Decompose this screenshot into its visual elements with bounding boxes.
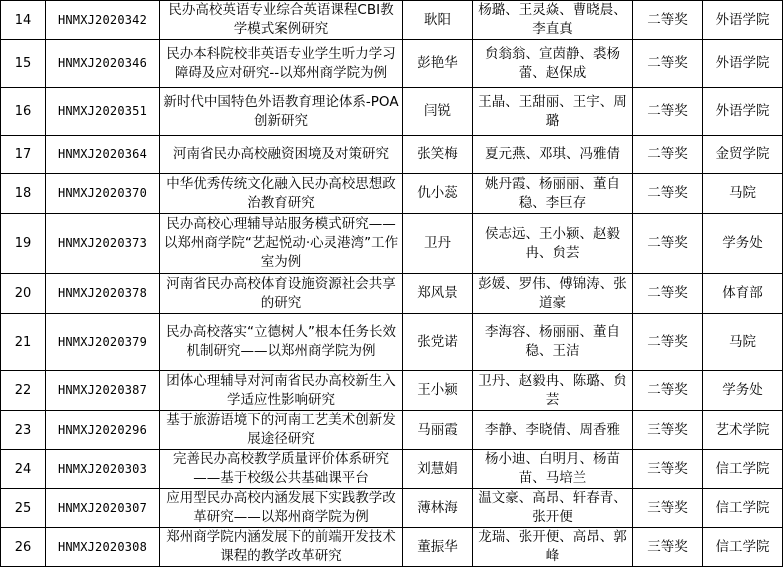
project-members: 李海容、杨丽丽、董自稳、王洁: [473, 314, 633, 371]
project-members: 彭媛、罗伟、傅锦涛、张道豪: [473, 274, 633, 314]
project-code: HNMXJ2020308: [46, 528, 160, 567]
project-leader: 仇小蕊: [403, 174, 473, 214]
row-number: 21: [1, 314, 46, 371]
table-row: [1, 214, 783, 274]
project-title: 河南省民办高校体育设施资源社会共享的研究: [160, 274, 403, 314]
project-code: HNMXJ2020342: [46, 1, 160, 40]
department: 艺术学院: [703, 411, 783, 450]
project-leader: 卫丹: [403, 214, 473, 274]
project-code: HNMXJ2020351: [46, 88, 160, 136]
project-leader: 马丽霞: [403, 411, 473, 450]
project-title: 民办高校落实“立德树人”根本任务长效机制研究——以郑州商学院为例: [160, 314, 403, 371]
row-number: 24: [1, 450, 46, 489]
department: 金贸学院: [703, 136, 783, 174]
table-row: [1, 528, 783, 567]
project-leader: 刘慧娟: [403, 450, 473, 489]
project-code: HNMXJ2020373: [46, 214, 160, 274]
department: 外语学院: [703, 40, 783, 88]
award-level: 二等奖: [633, 314, 703, 371]
award-level: 二等奖: [633, 40, 703, 88]
project-title: 民办高校心理辅导站服务模式研究——以郑州商学院“艺起悦动·心灵港湾”工作室为例: [160, 214, 403, 274]
award-level: 二等奖: [633, 214, 703, 274]
project-title: 郑州商学院内涵发展下的前端开发技术课程的教学改革研究: [160, 528, 403, 567]
table-row: [1, 371, 783, 411]
award-level: 三等奖: [633, 489, 703, 528]
table-row: [1, 40, 783, 88]
award-level: 二等奖: [633, 136, 703, 174]
row-number: 23: [1, 411, 46, 450]
row-number: 15: [1, 40, 46, 88]
department: 学务处: [703, 214, 783, 274]
project-leader: 董振华: [403, 528, 473, 567]
project-title: 民办本科院校非英语专业学生听力学习障碍及应对研究--以郑州商学院为例: [160, 40, 403, 88]
project-members: 贠翁翁、宣茵静、裘杨蕾、赵保成: [473, 40, 633, 88]
project-code: HNMXJ2020378: [46, 274, 160, 314]
project-leader: 彭艳华: [403, 40, 473, 88]
department: 信工学院: [703, 528, 783, 567]
project-code: HNMXJ2020307: [46, 489, 160, 528]
department: 马院: [703, 174, 783, 214]
row-number: 25: [1, 489, 46, 528]
award-level: 二等奖: [633, 274, 703, 314]
department: 外语学院: [703, 88, 783, 136]
project-members: 侯志远、王小颍、赵毅冉、贠芸: [473, 214, 633, 274]
project-members: 李静、李晓倩、周香雅: [473, 411, 633, 450]
project-code: HNMXJ2020303: [46, 450, 160, 489]
project-title: 河南省民办高校融资困境及对策研究: [160, 136, 403, 174]
table-row: [1, 274, 783, 314]
row-number: 20: [1, 274, 46, 314]
project-title: 基于旅游语境下的河南工艺美术创新发展途径研究: [160, 411, 403, 450]
table-row: [1, 489, 783, 528]
row-number: 26: [1, 528, 46, 567]
project-code: HNMXJ2020379: [46, 314, 160, 371]
table-row: [1, 88, 783, 136]
row-number: 18: [1, 174, 46, 214]
table-row: [1, 136, 783, 174]
project-title: 新时代中国特色外语教育理论体系-POA创新研究: [160, 88, 403, 136]
row-number: 17: [1, 136, 46, 174]
table-row: [1, 174, 783, 214]
project-title: 民办高校英语专业综合英语课程CBI教学模式案例研究: [160, 1, 403, 40]
project-members: 姚丹霞、杨丽丽、董自稳、李巨存: [473, 174, 633, 214]
project-code: HNMXJ2020387: [46, 371, 160, 411]
row-number: 16: [1, 88, 46, 136]
department: 外语学院: [703, 1, 783, 40]
department: 体育部: [703, 274, 783, 314]
project-leader: 张党诺: [403, 314, 473, 371]
row-number: 19: [1, 214, 46, 274]
project-members: 杨璐、王灵焱、曹晓晨、李直真: [473, 1, 633, 40]
row-number: 22: [1, 371, 46, 411]
award-level: 二等奖: [633, 371, 703, 411]
award-level: 三等奖: [633, 450, 703, 489]
award-level: 二等奖: [633, 174, 703, 214]
project-leader: 王小颍: [403, 371, 473, 411]
project-leader: 薄林海: [403, 489, 473, 528]
table-row: [1, 411, 783, 450]
award-level: 二等奖: [633, 88, 703, 136]
project-title: 团体心理辅导对河南省民办高校新生入学适应性影响研究: [160, 371, 403, 411]
project-members: 杨小迪、白明月、杨苗苗、马培兰: [473, 450, 633, 489]
table-row: [1, 314, 783, 371]
award-level: 二等奖: [633, 1, 703, 40]
row-number: 14: [1, 1, 46, 40]
project-members: 卫丹、赵毅冉、陈璐、贠芸: [473, 371, 633, 411]
project-code: HNMXJ2020370: [46, 174, 160, 214]
project-leader: 张笑梅: [403, 136, 473, 174]
project-title: 应用型民办高校内涵发展下实践教学改革研究——以郑州商学院为例: [160, 489, 403, 528]
award-level: 三等奖: [633, 411, 703, 450]
table-row: [1, 450, 783, 489]
award-level: 三等奖: [633, 528, 703, 567]
project-code: HNMXJ2020364: [46, 136, 160, 174]
table-row: [1, 1, 783, 40]
department: 信工学院: [703, 450, 783, 489]
project-code: HNMXJ2020296: [46, 411, 160, 450]
project-title: 中华优秀传统文化融入民办高校思想政治教育研究: [160, 174, 403, 214]
project-members: 王晶、王甜丽、王宇、周璐: [473, 88, 633, 136]
project-leader: 闫锐: [403, 88, 473, 136]
project-leader: 郑风景: [403, 274, 473, 314]
project-members: 龙瑞、张开便、高昂、郭峰: [473, 528, 633, 567]
project-members: 夏元燕、邓琪、冯雅倩: [473, 136, 633, 174]
project-title: 完善民办高校教学质量评价体系研究——基于校级公共基础课平台: [160, 450, 403, 489]
project-members: 温文豪、高昂、轩春青、张开便: [473, 489, 633, 528]
project-leader: 耿阳: [403, 1, 473, 40]
department: 学务处: [703, 371, 783, 411]
project-code: HNMXJ2020346: [46, 40, 160, 88]
department: 马院: [703, 314, 783, 371]
department: 信工学院: [703, 489, 783, 528]
